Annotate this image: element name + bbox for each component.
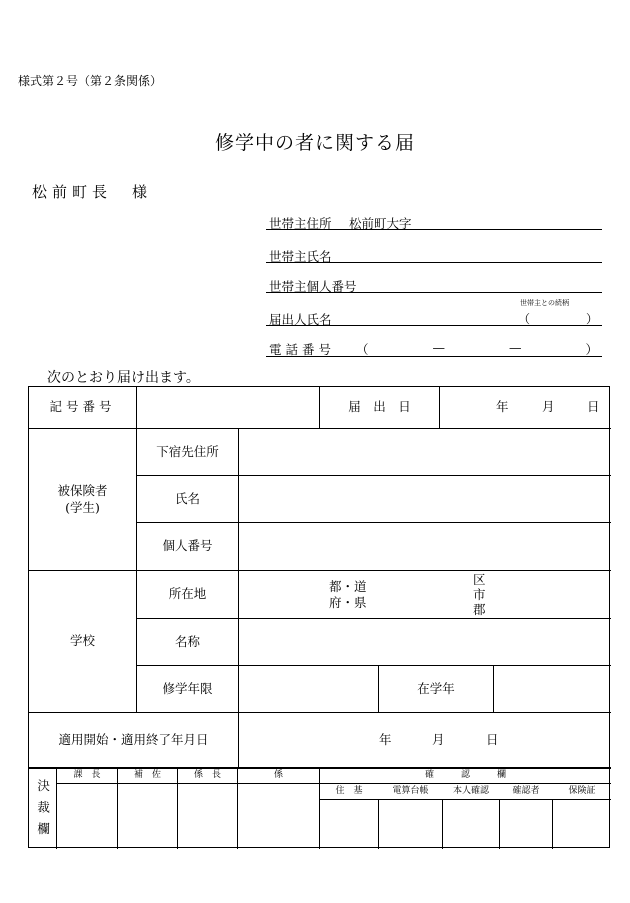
school-location-label: 所在地 — [168, 586, 207, 602]
prefecture-line-2: 府・県 — [329, 594, 367, 610]
check-item-verifier: 確認者 — [512, 785, 540, 796]
addressee: 松前町長 様 — [32, 183, 153, 201]
application-period-label: 適用開始・適用終了年月日 — [58, 731, 209, 747]
check-item-computer-ledger: 電算台帳 — [392, 785, 429, 796]
submitter-name-field[interactable] — [266, 325, 602, 326]
period-day: 日 — [486, 731, 499, 747]
insured-label — [29, 429, 136, 570]
check-item-insurance-card: 保険証 — [568, 785, 596, 796]
approval-column-text: 決裁欄 — [35, 778, 51, 844]
check-item-resident-register: 住 基 — [335, 785, 363, 796]
phone-label: 電話番号 — [269, 342, 336, 357]
household-address-label: 世帯主住所 — [269, 216, 332, 231]
prefecture-options — [329, 579, 367, 610]
approval-column-label — [29, 769, 56, 849]
municipality-options — [473, 572, 486, 617]
study-period-label: 修学年限 — [162, 680, 213, 696]
lodging-address-field[interactable] — [239, 429, 611, 475]
staff-label: 係 — [273, 770, 283, 781]
check-identity-verification-field[interactable] — [443, 800, 499, 849]
current-grade-field[interactable] — [494, 666, 611, 712]
relationship-close: ） — [585, 312, 598, 326]
school-label: 学校 — [69, 633, 95, 649]
study-period-field[interactable] — [239, 666, 378, 712]
record-number-label: 記号番号 — [49, 399, 116, 415]
household-address-field[interactable] — [266, 229, 602, 230]
household-head-name-field[interactable] — [266, 262, 602, 263]
household-head-name-label: 世帯主氏名 — [269, 249, 332, 264]
assistant-label: 補 佐 — [133, 770, 161, 781]
check-verifier-field[interactable] — [500, 800, 552, 849]
lead-text: 次のとおり届け出ます。 — [47, 370, 200, 386]
chief-seal-field[interactable] — [57, 784, 117, 849]
check-item-identity-verification: 本人確認 — [452, 785, 489, 796]
check-resident-register-field[interactable] — [320, 800, 378, 849]
page-title: 修学中の者に関する届 — [214, 132, 415, 154]
phone-close: ） — [585, 342, 598, 357]
student-name-field[interactable] — [239, 476, 611, 522]
student-name-label: 氏名 — [174, 490, 200, 506]
student-number-field[interactable] — [239, 523, 611, 570]
current-grade-label: 在学年 — [417, 680, 455, 696]
household-head-number-field[interactable] — [266, 292, 602, 293]
check-column-label: 確 認 欄 — [424, 770, 506, 781]
record-number-field[interactable] — [137, 387, 319, 428]
date-month: 月 — [542, 399, 555, 415]
form-table — [28, 386, 610, 848]
school-name-field[interactable] — [239, 619, 611, 665]
period-year: 年 — [379, 731, 392, 747]
prefecture-line-1: 都・道 — [329, 579, 367, 594]
section-chief-label: 係 長 — [193, 770, 221, 781]
relationship-caption: 世帯主との続柄 — [520, 299, 569, 307]
household-head-number-label: 世帯主個人番号 — [269, 279, 357, 294]
school-location-field[interactable] — [239, 571, 611, 618]
form-number: 様式第２号（第２条関係） — [18, 74, 163, 88]
application-period-field[interactable] — [239, 713, 611, 767]
assistant-seal-field[interactable] — [118, 784, 177, 849]
chief-label: 課 長 — [73, 770, 101, 781]
date-year: 年 — [496, 399, 509, 415]
phone-underline — [266, 356, 602, 357]
relationship-open: （ — [518, 312, 531, 326]
district-label: 郡 — [473, 602, 486, 617]
period-month: 月 — [432, 731, 445, 747]
city-label: 市 — [473, 587, 486, 602]
lodging-address-label: 下宿先住所 — [156, 443, 219, 459]
staff-seal-field[interactable] — [238, 784, 319, 849]
date-day: 日 — [587, 399, 600, 415]
school-name-label: 名称 — [174, 633, 200, 649]
check-computer-ledger-field[interactable] — [379, 800, 442, 849]
ward-label: 区 — [473, 572, 486, 587]
submitter-name-label: 届出人氏名 — [269, 312, 332, 327]
phone-dash-2: — — [508, 340, 522, 355]
phone-dash-1: — — [432, 340, 445, 355]
insured-label-text: 被保険者 — [57, 483, 108, 499]
insured-sub-text: (学生) — [65, 499, 100, 515]
submission-date-label: 届 出 日 — [348, 399, 411, 415]
section-chief-seal-field[interactable] — [178, 784, 237, 849]
check-insurance-card-field[interactable] — [553, 800, 611, 849]
student-number-label: 個人番号 — [162, 538, 213, 554]
submission-date-field[interactable] — [440, 387, 611, 428]
household-address-value: 松前町大字 — [349, 216, 412, 231]
phone-open: （ — [356, 342, 369, 357]
